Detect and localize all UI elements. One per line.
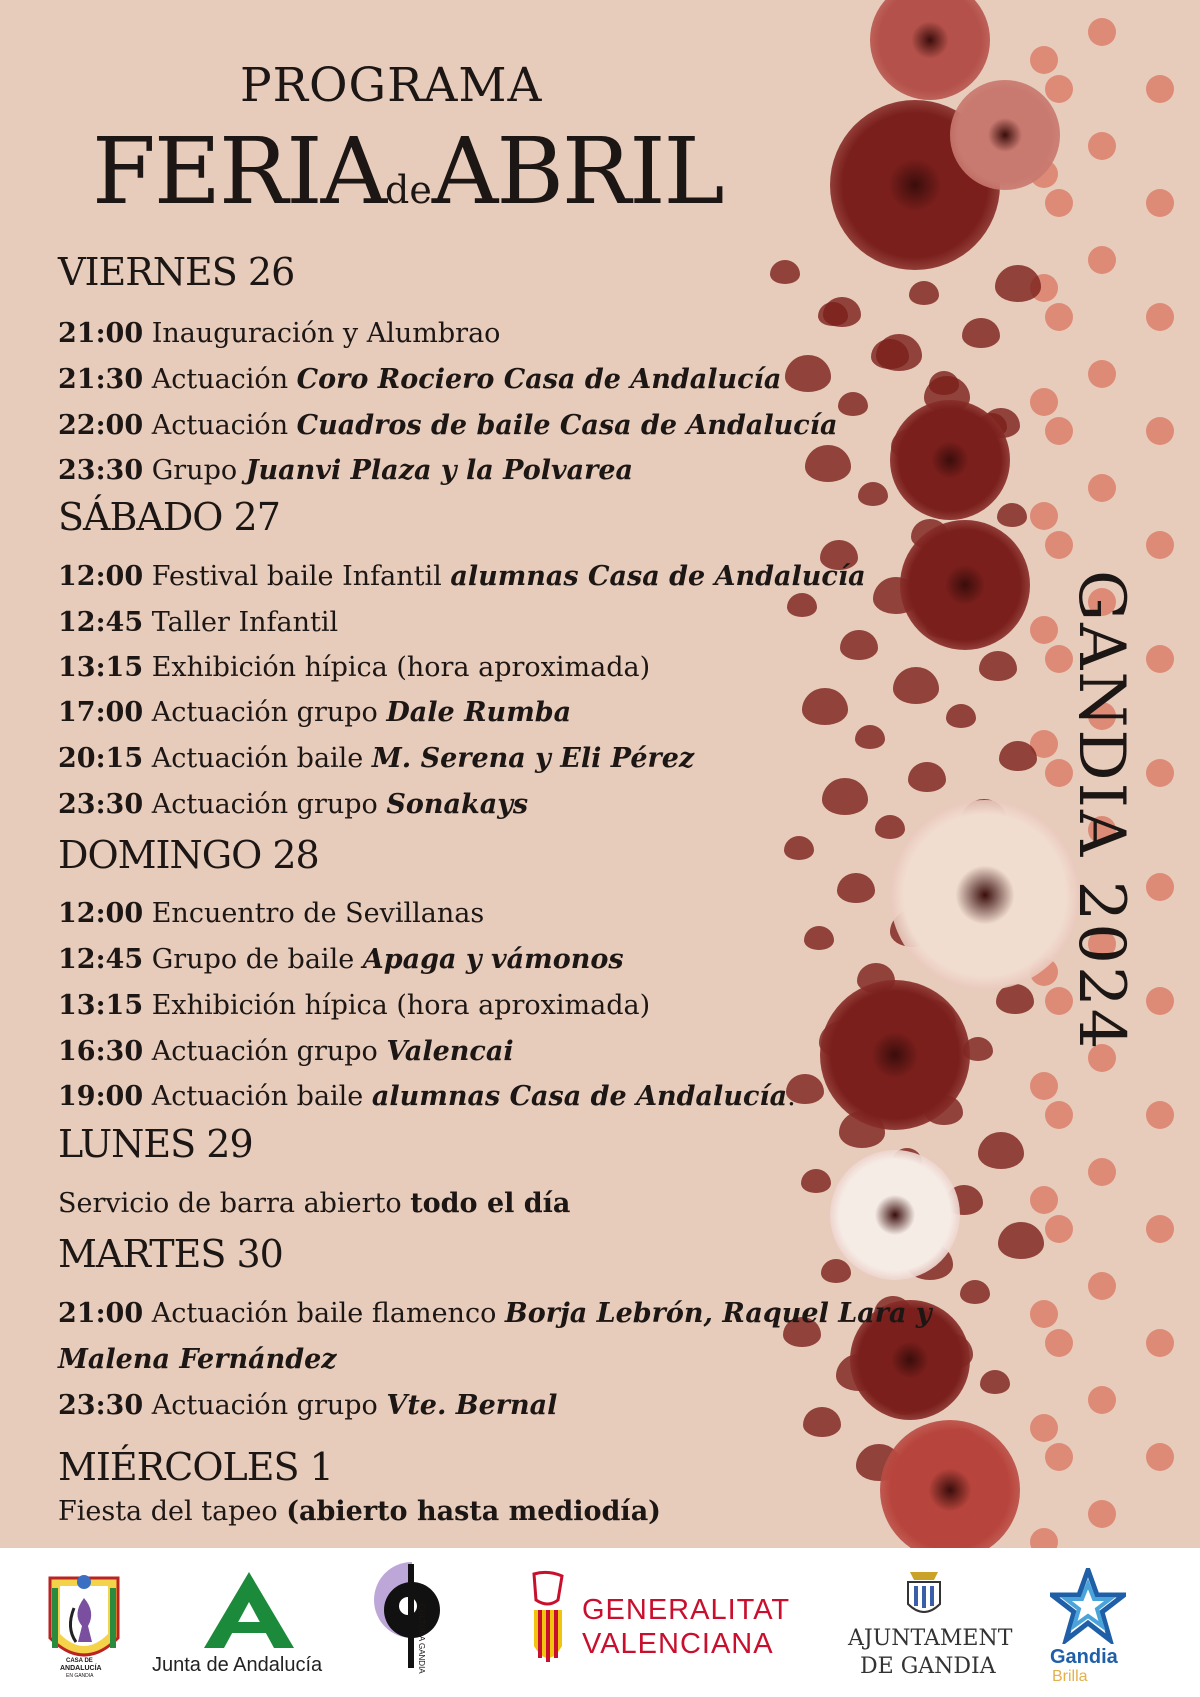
polka-dot [1088,1386,1116,1414]
polka-dot [1030,46,1058,74]
leaf [995,265,1041,302]
event-highlight: (abierto hasta mediodía) [286,1496,661,1527]
leaf [855,725,885,749]
event-performer: Valencai [386,1036,514,1067]
event-performer: Cuadros de baile Casa de Andalucía [296,410,838,441]
polka-dot [1030,1528,1058,1548]
polka-dot [1146,303,1174,331]
polka-dot [1030,1300,1058,1328]
event-highlight: todo el día [410,1188,571,1219]
event-time: 12:45 [58,607,144,638]
ajuntament-line-1: AJUNTAMENT [848,1626,1013,1651]
event-text: Actuación grupo [151,1036,378,1067]
leaf [978,1132,1024,1169]
leaf [962,318,1000,348]
polka-dot [1146,1443,1174,1471]
polka-dot [1146,645,1174,673]
leaf [996,984,1034,1014]
event-text: Actuación [151,364,289,395]
event-time: 23:30 [58,789,144,820]
rose [890,400,1010,520]
leaf [997,503,1027,527]
leaf [818,302,848,326]
polka-dot [1045,417,1073,445]
leaf [802,688,848,725]
leaf [770,260,800,284]
polka-dot [1045,1329,1073,1357]
leaf [946,704,976,728]
rose [900,520,1030,650]
polka-dot [1146,1329,1174,1357]
event-row [58,1390,557,1421]
polka-dot [1146,759,1174,787]
polka-dot [1088,132,1116,160]
event-text: Inauguración y Alumbrao [151,318,501,349]
event-row [58,789,528,820]
junta-name: Junta de Andalucía [152,1654,323,1676]
generalitat-line-2: VALENCIANA [582,1628,774,1660]
leaf [801,1169,831,1193]
event-row [58,944,624,975]
leaf [804,926,834,950]
polka-dot [1045,1443,1073,1471]
feria-title [92,118,723,225]
event-time: 21:00 [58,1298,144,1329]
polka-dot [1088,360,1116,388]
event-suffix: . [787,1081,796,1112]
casa-line-2: ANDALUCÍA [60,1665,102,1672]
event-performer: M. Serena y Eli Pérez [371,743,695,774]
leaf [803,1407,841,1437]
event-performer: Coro Rociero Casa de Andalucía [296,364,782,395]
event-time: 23:30 [58,1390,144,1421]
programa-heading: PROGRAMA [240,58,543,113]
event-row [58,410,838,441]
leaf [979,651,1017,681]
event-row [58,990,650,1021]
polka-dot [1146,189,1174,217]
event-text: Exhibición hípica (hora aproximada) [151,990,651,1021]
event-text: Actuación baile flamenco [151,1298,497,1329]
leaf [980,1370,1010,1394]
event-time: 23:30 [58,455,144,486]
polka-dot [1146,987,1174,1015]
gandia-brilla-line-1: Gandia [1050,1646,1118,1668]
polka-dot [1030,616,1058,644]
casa-andalucia-logo [44,1568,124,1680]
event-text: Encuentro de Sevillanas [151,898,485,929]
polka-dot [1045,189,1073,217]
leaf [837,873,875,903]
ajuntament-line-2: DE GANDIA [860,1654,996,1679]
event-text: Servicio de barra abierto [58,1188,402,1219]
polka-dot [1146,1215,1174,1243]
event-text: Grupo [151,455,238,486]
event-performer: Juanvi Plaza y la Polvarea [245,455,634,486]
event-text: Fiesta del tapeo [58,1496,278,1527]
polka-dot [1146,531,1174,559]
event-text: Actuación grupo [151,789,378,820]
star-icon [1050,1568,1126,1644]
leaf [821,1259,851,1283]
junta-a-icon [204,1572,294,1648]
ajuntament-logo [842,1568,1012,1688]
event-row [58,697,571,728]
event-time: 12:00 [58,561,144,592]
side-title: GANDIA 2024 [1064,570,1138,1052]
event-text: Taller Infantil [151,607,339,638]
rose [870,0,990,100]
polka-dot [1045,531,1073,559]
rose [830,1150,960,1280]
day-heading: MARTES 30 [58,1232,283,1276]
sponsor-footer [0,1548,1200,1697]
event-row [58,1081,796,1112]
gandia-brilla-line-2: Brilla [1052,1668,1088,1685]
polka-dot [1030,388,1058,416]
event-time: 21:30 [58,364,144,395]
polka-dot [1146,1101,1174,1129]
polka-dot [1146,873,1174,901]
polka-dot [1030,1072,1058,1100]
event-time: 16:30 [58,1036,144,1067]
polka-dot [1030,1414,1058,1442]
event-performer: Apaga y vámonos [362,944,624,975]
de-word: de [385,168,432,212]
event-text: Actuación baile [151,1081,364,1112]
polka-dot [1088,1158,1116,1186]
event-time: 12:00 [58,898,144,929]
polka-dot [1088,474,1116,502]
event-row [58,561,866,592]
event-performer: Dale Rumba [386,697,572,728]
leaf [858,482,888,506]
leaf [785,355,831,392]
event-row [58,898,484,929]
event-text: Exhibición hípica (hora aproximada) [151,652,651,683]
leaf [893,667,939,704]
day-heading: LUNES 29 [58,1122,253,1166]
event-row [58,364,781,395]
event-row [58,1036,514,1067]
rose [880,1420,1020,1548]
leaf [875,815,905,839]
polka-dot [1088,18,1116,46]
leaf [998,1222,1044,1259]
junta-andalucia-logo [152,1572,352,1682]
event-text: Actuación grupo [151,1390,378,1421]
day-heading: VIERNES 26 [58,250,295,294]
polka-dot [1030,1186,1058,1214]
generalitat-line-1: GENERALITAT [582,1594,791,1626]
event-text: Actuación grupo [151,697,378,728]
event-row [58,652,650,683]
gandia-brilla-logo [1040,1568,1160,1693]
feria-word: FERIA [92,118,386,225]
event-time: 12:45 [58,944,144,975]
event-row [58,318,500,349]
event-time: 13:15 [58,990,144,1021]
casa-line-3: EN GANDIA [66,1673,94,1679]
leaf [838,392,868,416]
day-heading: MIÉRCOLES 1 [58,1445,333,1489]
polka-dot [1088,246,1116,274]
cultura-name: CULTURA GANDIA [417,1604,426,1674]
leaf [960,1280,990,1304]
event-text: Actuación baile [151,743,364,774]
leaf [909,281,939,305]
event-row [58,1298,932,1329]
polka-dot [1045,303,1073,331]
rose [890,800,1080,990]
generalitat-logo [528,1570,791,1680]
abril-word: ABRIL [431,118,723,225]
event-time: 22:00 [58,410,144,441]
leaf [999,741,1037,771]
event-performer: Borja Lebrón, Raquel Lara y [504,1298,932,1329]
leaf [787,593,817,617]
event-time: 21:00 [58,318,144,349]
polka-dot [1045,1215,1073,1243]
day-heading: DOMINGO 28 [58,833,319,877]
event-row [58,1496,661,1527]
event-row [58,1188,570,1219]
rose [820,980,970,1130]
event-continuation: Malena Fernández [58,1344,337,1375]
day-heading: SÁBADO 27 [58,495,280,539]
leaf [871,339,909,369]
ajuntament-crest-icon [904,1568,944,1620]
event-time: 13:15 [58,652,144,683]
generalitat-crest-icon [528,1570,568,1674]
polka-dot [1146,75,1174,103]
cultura-icon [372,1560,442,1670]
rose [950,80,1060,190]
leaf [784,836,814,860]
event-text: Festival baile Infantil [151,561,442,592]
event-time: 19:00 [58,1081,144,1112]
polka-dot [1045,75,1073,103]
event-performer: alumnas Casa de Andalucía [371,1081,788,1112]
polka-dot [1088,1500,1116,1528]
event-row [58,743,694,774]
event-performer: Vte. Bernal [386,1390,558,1421]
leaf [805,445,851,482]
polka-dot [1030,502,1058,530]
leaf [840,630,878,660]
polka-dot [1146,417,1174,445]
event-text: Actuación [151,410,289,441]
casa-line-1: CASA DE [66,1658,93,1664]
leaf [908,762,946,792]
event-time: 17:00 [58,697,144,728]
event-row [58,607,338,638]
polka-dot [1088,1272,1116,1300]
polka-dot [1045,1101,1073,1129]
event-performer: alumnas Casa de Andalucía [450,561,866,592]
leaf [822,778,868,815]
event-row [58,455,633,486]
event-text: Grupo de baile [151,944,355,975]
event-performer: Sonakays [386,789,529,820]
event-time: 20:15 [58,743,144,774]
cultura-gandia-logo [372,1560,462,1690]
